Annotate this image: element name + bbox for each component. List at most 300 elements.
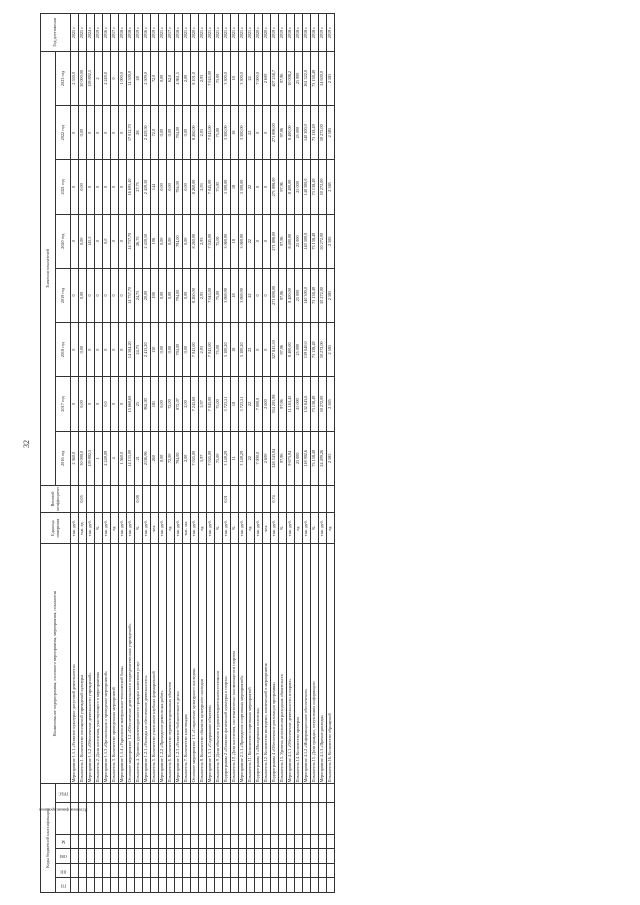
value-cell: 140 300,0: [303, 268, 311, 322]
code-cell: [103, 834, 111, 849]
value-cell: 50 272,00: [319, 160, 327, 214]
value-cell: 794,00: [175, 268, 183, 322]
table-row: [111, 14, 119, 893]
value-cell: 0: [95, 323, 103, 377]
code-cell: [191, 784, 199, 803]
weight-cell: [247, 485, 255, 512]
value-cell: 11 163,45: [287, 377, 295, 431]
code-cell: [159, 878, 167, 893]
value-cell: 72,0: [151, 106, 159, 160]
code-cell: [279, 834, 287, 849]
code-cell: [287, 803, 295, 834]
code-cell: [103, 784, 111, 803]
code-col-header: ГРБС: [56, 784, 71, 803]
year-achieved-cell: 2020 г.: [263, 14, 271, 52]
rotated-table-sheet: [40, 13, 630, 893]
page-number: 32: [22, 440, 31, 448]
row-name-cell: Мероприятие 1.2.1 «Расходы на обеспечение деятельности»: [143, 544, 151, 784]
code-cell: [159, 849, 167, 864]
value-cell: 794,00: [175, 431, 183, 485]
year-achieved-cell: 2017 г.: [111, 14, 119, 52]
code-cell: [143, 803, 151, 834]
unit-cell: тыс. руб.: [87, 513, 95, 544]
code-cell: [303, 784, 311, 803]
code-cell: [327, 834, 335, 849]
code-cell: [135, 834, 143, 849]
program-header: Наименование подпрограммы, основного мероприятия, мероприятия, показателя: [41, 544, 71, 784]
unit-cell: тыс. руб.: [303, 513, 311, 544]
unit-cell: %: [311, 513, 319, 544]
table-row: [119, 14, 127, 893]
code-cell: [231, 784, 239, 803]
value-cell: 7 045,00: [191, 323, 199, 377]
value-cell: 0: [255, 160, 263, 214]
code-cell: [119, 834, 127, 849]
value-cell: 28: [135, 51, 143, 105]
value-cell: 18: [231, 106, 239, 160]
value-cell: 0: [119, 214, 127, 268]
value-cell: 0,00: [159, 268, 167, 322]
value-cell: 15 660,60: [127, 377, 135, 431]
value-cell: 0,00: [79, 106, 87, 160]
value-cell: 73 138,49: [311, 268, 319, 322]
table-row: [191, 14, 199, 893]
code-cell: [319, 878, 327, 893]
value-cell: 0,00: [159, 377, 167, 431]
code-cell: [279, 803, 287, 834]
value-cell: 0,00: [79, 214, 87, 268]
code-cell: [71, 878, 79, 893]
code-cell: [327, 803, 335, 834]
code-cell: [215, 849, 223, 864]
unit-cell: %: [135, 513, 143, 544]
value-cell: 97,96: [279, 160, 287, 214]
value-cell: 2 585: [327, 160, 335, 214]
code-cell: [95, 849, 103, 864]
value-cell: 73 138,49: [311, 214, 319, 268]
value-cell: 794,00: [175, 323, 183, 377]
row-name-cell: Показатель 12. Количество молодежи, вовлеченной в мероприятия: [263, 544, 271, 784]
year-achieved-cell: 2019 г.: [135, 14, 143, 52]
value-cell: 2 585: [327, 268, 335, 322]
value-cell: 3 149,29: [239, 431, 247, 485]
weight-cell: [199, 485, 207, 512]
value-cell: 0: [87, 377, 95, 431]
value-cell: 0: [119, 377, 127, 431]
value-cell: 0,0: [103, 214, 111, 268]
value-cell: 14 737,70: [127, 268, 135, 322]
value-cell: 2 585: [327, 431, 335, 485]
code-cell: [271, 878, 279, 893]
row-name-cell: Показатель 9. Доля объектов в удовлетворительном состоянии: [215, 544, 223, 784]
code-cell: [167, 803, 175, 834]
value-cell: 73 138,49: [311, 106, 319, 160]
code-cell: [95, 803, 103, 834]
value-cell: 8 260,00: [191, 214, 199, 268]
code-cell: [207, 878, 215, 893]
code-cell: [247, 863, 255, 878]
unit-cell: ед.: [327, 513, 335, 544]
code-cell: [231, 878, 239, 893]
value-cell: 0,00: [159, 431, 167, 485]
value-cell: 26,75: [135, 214, 143, 268]
unit-cell: %: [279, 513, 287, 544]
value-cell: 0: [103, 106, 111, 160]
value-cell: 3 300,00: [239, 106, 247, 160]
code-cell: [183, 834, 191, 849]
value-cell: 0: [111, 160, 119, 214]
value-cell: 0: [263, 106, 271, 160]
value-cell: 2,93: [199, 160, 207, 214]
row-name-cell: Показатель 1. Количество посещений учреждений культуры: [79, 544, 87, 784]
unit-cell: ед.: [247, 513, 255, 544]
code-cell: [127, 863, 135, 878]
code-cell: [183, 849, 191, 864]
code-cell: [183, 803, 191, 834]
value-cell: 7 045,00: [207, 377, 215, 431]
value-cell: 139 640,0: [303, 323, 311, 377]
year-achieved-cell: 2025 г.: [79, 14, 87, 52]
code-cell: [143, 863, 151, 878]
value-cell: 30 000,00: [79, 51, 87, 105]
value-cell: 0: [71, 214, 79, 268]
value-cell: 794,00: [175, 106, 183, 160]
value-cell: 0,00: [167, 106, 175, 160]
value-cell: 0: [111, 268, 119, 322]
value-cell: 0: [71, 106, 79, 160]
weight-cell: [111, 485, 119, 512]
code-cell: [79, 849, 87, 864]
code-cell: [87, 803, 95, 834]
code-cell: [159, 803, 167, 834]
value-cell: 130: [151, 323, 159, 377]
unit-cell: ед.: [295, 513, 303, 544]
code-cell: [295, 849, 303, 864]
year-col-header: 2022 год: [56, 106, 71, 160]
row-name-cell: Показатель 5. Количество участников клубных формирований: [151, 544, 159, 784]
value-cell: 25 000: [295, 268, 303, 322]
code-cell: [183, 784, 191, 803]
value-cell: 2,93: [199, 214, 207, 268]
code-cell: [175, 834, 183, 849]
unit-cell: тыс. руб.: [191, 513, 199, 544]
value-cell: 73 138,49: [311, 160, 319, 214]
value-cell: 75,00: [215, 268, 223, 322]
code-cell: [135, 784, 143, 803]
unit-cell: тыс. руб.: [127, 513, 135, 544]
value-cell: 25 000: [295, 377, 303, 431]
value-cell: 3 723,51: [223, 377, 231, 431]
unit-cell: тыс. руб.: [175, 513, 183, 544]
code-cell: [215, 878, 223, 893]
value-cell: 16 695,40: [127, 160, 135, 214]
code-cell: [239, 834, 247, 849]
row-name-cell: Основное мероприятие 1.3 «Сохранение культурного наследия»: [191, 544, 199, 784]
code-cell: [247, 849, 255, 864]
code-cell: [143, 878, 151, 893]
value-cell: 0: [103, 268, 111, 322]
value-cell: 7 045,00: [207, 268, 215, 322]
value-cell: 145,5: [87, 214, 95, 268]
code-cell: [207, 834, 215, 849]
code-cell: [287, 863, 295, 878]
year-achieved-cell: 2021 г.: [215, 14, 223, 52]
value-cell: 872,07: [175, 377, 183, 431]
code-cell: [255, 863, 263, 878]
value-cell: 0,00: [79, 160, 87, 214]
code-cell: [255, 834, 263, 849]
unit-header: Единица измерения: [41, 513, 71, 544]
code-col-header: ОМ: [56, 849, 71, 864]
unit-cell: ед.: [111, 513, 119, 544]
value-cell: 0,00: [167, 214, 175, 268]
unit-cell: тыс. руб.: [239, 513, 247, 544]
value-cell: 75,00: [215, 106, 223, 160]
code-cell: [95, 863, 103, 878]
code-cell: [287, 834, 295, 849]
code-cell: [119, 849, 127, 864]
table-row: [95, 14, 103, 893]
row-name-cell: Показатель 11. Количество спортивных мероприятий: [247, 544, 255, 784]
value-cell: 0: [263, 268, 271, 322]
value-cell: 0,00: [159, 51, 167, 105]
code-cell: [135, 803, 143, 834]
year-achieved-cell: 2021 г.: [159, 14, 167, 52]
unit-cell: тыс. руб.: [319, 513, 327, 544]
year-achieved-cell: 2018 г.: [311, 14, 319, 52]
value-cell: 161 322,0: [303, 51, 311, 105]
value-cell: 159 892,5: [87, 431, 95, 485]
value-cell: 328 543,94: [271, 431, 279, 485]
value-cell: 75,00: [215, 160, 223, 214]
value-cell: 97,96: [279, 377, 287, 431]
unit-cell: чел.: [151, 513, 159, 544]
value-cell: 144: [151, 160, 159, 214]
weight-cell: [319, 485, 327, 512]
value-cell: 18: [231, 51, 239, 105]
year-achieved-cell: 2021 г.: [231, 14, 239, 52]
code-cell: [175, 803, 183, 834]
unit-cell: тыс. руб.: [103, 513, 111, 544]
code-cell: [151, 849, 159, 864]
code-cell: [319, 784, 327, 803]
year-achieved-cell: 2018 г.: [119, 14, 127, 52]
weight-cell: [303, 485, 311, 512]
weight-cell: [71, 485, 79, 512]
value-cell: 20,00: [143, 268, 151, 322]
value-cell: 75,00: [215, 51, 223, 105]
unit-cell: тыс. руб.: [71, 513, 79, 544]
value-cell: 198: [151, 214, 159, 268]
code-cell: [311, 849, 319, 864]
code-cell: [255, 878, 263, 893]
weight-cell: [287, 485, 295, 512]
code-cell: [271, 849, 279, 864]
value-cell: 50 272,00: [319, 106, 327, 160]
value-cell: 0: [103, 160, 111, 214]
value-cell: 2 249,0: [103, 51, 111, 105]
code-cell: [207, 803, 215, 834]
weight-cell: [95, 485, 103, 512]
value-cell: 8 400,00: [287, 160, 295, 214]
value-cell: 0: [95, 106, 103, 160]
value-cell: 1 560,0: [119, 431, 127, 485]
row-name-cell: Мероприятие 1.1.3 «Организация и проведение мероприятий»: [103, 544, 111, 784]
weight-cell: [127, 485, 135, 512]
value-cell: 73 138,49: [311, 51, 319, 105]
value-cell: 7 045,00: [207, 431, 215, 485]
table-row: [175, 14, 183, 893]
code-cell: [303, 863, 311, 878]
value-cell: 10 008,2: [287, 51, 295, 105]
value-cell: 2,00: [183, 377, 191, 431]
value-cell: 28: [135, 106, 143, 160]
year-col-header: 2016 год: [56, 431, 71, 485]
value-cell: 8 400,00: [287, 214, 295, 268]
code-cell: [167, 849, 175, 864]
code-cell: [71, 849, 79, 864]
row-name-cell: Мероприятие 1.1.1 «Развитие культурно-досуговой деятельности»: [71, 544, 79, 784]
row-name-cell: Показатель 6. Количество отремонтированных объектов: [167, 544, 175, 784]
code-cell: [247, 878, 255, 893]
value-cell: 794,00: [175, 160, 183, 214]
value-cell: 2,93: [199, 106, 207, 160]
code-cell: [271, 803, 279, 834]
unit-cell: тыс. руб.: [119, 513, 127, 544]
year-col-header: 2023 год: [56, 51, 71, 105]
value-cell: 0: [71, 160, 79, 214]
table-row: [103, 14, 111, 893]
row-name-cell: Показатель 16. Количество обращений: [327, 544, 335, 784]
value-cell: 75,00: [215, 323, 223, 377]
year-achieved-cell: 2017 г.: [167, 14, 175, 52]
weight-cell: [151, 485, 159, 512]
value-cell: 97,96: [279, 106, 287, 160]
weight-cell: [103, 485, 111, 512]
value-cell: 2 600: [263, 431, 271, 485]
value-cell: 7 045,00: [191, 431, 199, 485]
value-cell: 24 499,26: [319, 431, 327, 485]
value-cell: 22: [247, 377, 255, 431]
table-row: [327, 14, 335, 893]
code-cell: [79, 834, 87, 849]
year-achieved-cell: 2021 г.: [223, 14, 231, 52]
code-cell: [111, 784, 119, 803]
code-cell: [159, 784, 167, 803]
value-cell: 7 000,0: [255, 51, 263, 105]
value-cell: 0,00: [183, 268, 191, 322]
unit-cell: тыс. руб.: [287, 513, 295, 544]
value-cell: 7 045,00: [207, 51, 215, 105]
code-cell: [295, 784, 303, 803]
table-row: [143, 14, 151, 893]
weight-cell: 0,05: [79, 485, 87, 512]
program-indicators-table: [40, 13, 335, 893]
value-cell: 73 138,49: [311, 323, 319, 377]
code-cell: [79, 784, 87, 803]
value-cell: 3 723,51: [239, 377, 247, 431]
code-cell: [167, 784, 175, 803]
code-cell: [231, 849, 239, 864]
value-cell: 0,00: [159, 106, 167, 160]
weight-cell: [207, 485, 215, 512]
year-achieved-cell: 2021 г.: [207, 14, 215, 52]
code-cell: [175, 784, 183, 803]
code-cell: [71, 834, 79, 849]
row-name-cell: Показатель 14. Количество проверок: [295, 544, 303, 784]
code-cell: [263, 849, 271, 864]
value-cell: 72,0: [151, 51, 159, 105]
unit-cell: %: [231, 513, 239, 544]
code-cell: [199, 803, 207, 834]
code-cell: [143, 849, 151, 864]
year-achieved-cell: 2019 г.: [319, 14, 327, 52]
value-cell: 7 000,0: [255, 377, 263, 431]
value-cell: 8 400,00: [287, 106, 295, 160]
row-name-cell: Мероприятие 1.2.2 «Проведение ремонтных работ»: [159, 544, 167, 784]
weight-cell: [279, 485, 287, 512]
row-name-cell: Показатель 7. Количество книговыдач: [183, 544, 191, 784]
row-name-cell: Мероприятие 1.1.2 «Обеспечение деятельности учреждений»: [87, 544, 95, 784]
year-achieved-cell: 2019 г.: [95, 14, 103, 52]
code-cell: [247, 834, 255, 849]
code-cell: [127, 834, 135, 849]
code-cell: [71, 863, 79, 878]
code-cell: [151, 834, 159, 849]
value-cell: 14 500,0: [127, 51, 135, 105]
value-cell: 132 643,6: [303, 377, 311, 431]
code-cell: [199, 834, 207, 849]
table-row: [167, 14, 175, 893]
year-achieved-cell: 2021 г.: [247, 14, 255, 52]
value-cell: 962,00: [143, 377, 151, 431]
value-cell: 271 898,00: [271, 268, 279, 322]
weight-cell: [239, 485, 247, 512]
code-cell: [167, 863, 175, 878]
code-cell: [207, 863, 215, 878]
code-cell: [87, 834, 95, 849]
code-cell: [103, 849, 111, 864]
value-cell: 4: [111, 431, 119, 485]
value-cell: 5,97: [199, 431, 207, 485]
code-cell: [223, 784, 231, 803]
table-row: [199, 14, 207, 893]
row-name-cell: Показатель 13. Уровень исполнения расходных обязательств: [279, 544, 287, 784]
year-achieved-cell: 2020 г.: [255, 14, 263, 52]
value-cell: 18: [231, 323, 239, 377]
value-cell: 2,00: [183, 51, 191, 105]
value-cell: 2 585: [327, 323, 335, 377]
unit-cell: тыс. руб.: [271, 513, 279, 544]
code-cell: [215, 803, 223, 834]
code-cell: [135, 878, 143, 893]
row-name-cell: Мероприятие 1.2.3 «Развитие библиотечного дела»: [175, 544, 183, 784]
value-cell: 0,00: [183, 214, 191, 268]
table-row: [135, 14, 143, 893]
value-cell: 0: [87, 106, 95, 160]
value-cell: 24,75: [135, 323, 143, 377]
value-cell: 2 600: [263, 51, 271, 105]
value-cell: 22: [247, 431, 255, 485]
value-cell: 75,00: [215, 377, 223, 431]
table-row: [71, 14, 79, 893]
value-cell: 72,00: [167, 431, 175, 485]
year-achieved-cell: 2018 г.: [295, 14, 303, 52]
row-name-cell: Мероприятие 4.1.1 «Обеспечение деятельности аппарата»: [287, 544, 295, 784]
year-achieved-cell: 2016 г.: [143, 14, 151, 52]
code-cell: [95, 878, 103, 893]
value-cell: 5,97: [199, 377, 207, 431]
